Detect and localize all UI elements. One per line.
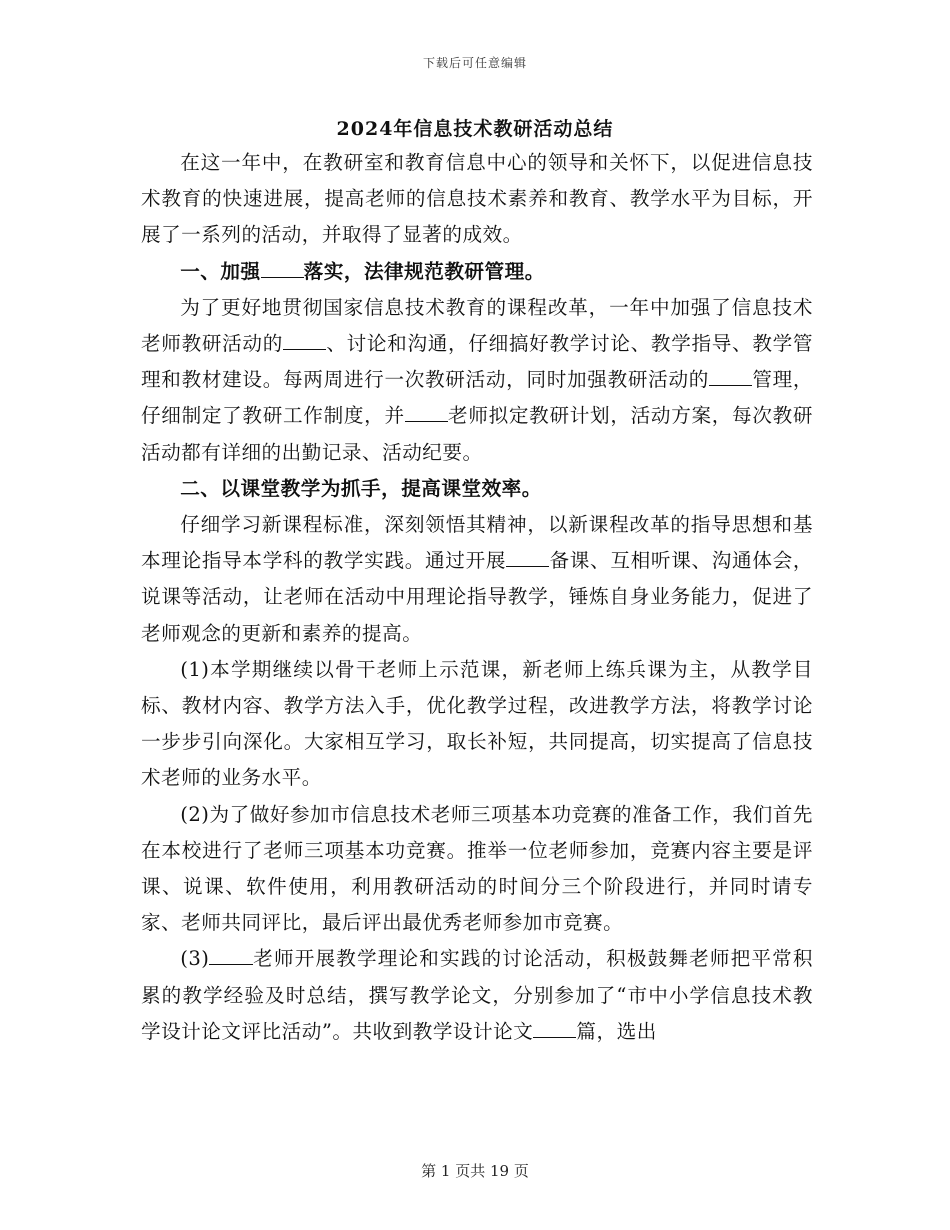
section-heading (141, 471, 813, 507)
body-paragraph (141, 941, 813, 1050)
body-paragraph (141, 507, 813, 652)
fill-in-blank (405, 404, 448, 423)
paragraph-text: 为了更好地贯彻国家信息技术教育的课程改革，一年中加强了信息技术老师教研活动的 (141, 295, 813, 356)
page-footer: 第 1 页共 19 页 (421, 1162, 529, 1180)
paragraph-text: 管理，仔细制定了教研工作制度，并 (141, 368, 814, 428)
paragraph-text: 、讨论和沟通，仔细搞好教学讨论、教学指导、教学管理和教材建设。每两周进行一次教研活动，同时加强教研活动的 (141, 332, 814, 392)
paragraph-text: 一、加强 (180, 259, 261, 283)
body-paragraph (141, 290, 813, 471)
fill-in-blank (283, 331, 326, 350)
paragraph-text: (1)本学期继续以骨干老师上示范课，新老师上练兵课为主，从教学目标、教材内容、教学方法入手，优化教学过程，改进教学方法，将教学讨论一步步引向深化。大家相互学习，取长补短，共同提高，切实提高了信息技术老师的业务水平。 (141, 657, 813, 790)
document-title: 2024年信息技术教研活动总结 (336, 118, 614, 140)
body-paragraph (141, 797, 813, 942)
paragraph-text: (2)为了做好参加市信息技术老师三项基本功竞赛的准备工作，我们首先在本校进行了老师三项基本功竞赛。推举一位老师参加，竞赛内容主要是评课、说课、软件使用，利用教研活动的时间分三个阶段进行，并同时请专家、老师共同评比，最后评出最优秀老师参加市竞赛。 (141, 802, 813, 935)
paragraph-text: 老师开展教学理论和实践的讨论活动，积极鼓舞老师把平常积累的教学经验及时总结，撰写教学论文，分别参加了“市中小学信息技术教学设计论文评比活动”。共收到教学设计论文 (141, 947, 813, 1043)
paragraph-text: 仔细学习新课程标准，深刻领悟其精神，以新课程改革的指导思想和基本理论指导本学科的教学实践。通过开展 (141, 513, 813, 573)
body-paragraph (141, 145, 813, 254)
paragraph-text: 落实，法律规范教研管理。 (303, 259, 545, 283)
section-heading (141, 254, 813, 290)
paragraph-text: 二、以课堂教学为抓手，提高课堂效率。 (180, 476, 542, 500)
paragraph-text: 在这一年中，在教研室和教育信息中心的领导和关怀下，以促进信息技术教育的快速进展，提高老师的信息技术素养和教育、教学水平为目标，开展了一系列的活动，并取得了显著的成效。 (141, 151, 813, 247)
fill-in-blank (533, 1019, 576, 1038)
paragraph-text: (3) (180, 947, 210, 971)
fill-in-blank (709, 368, 752, 387)
body-paragraph (141, 652, 813, 797)
paragraph-text: 篇，选出 (576, 1019, 657, 1043)
paragraph-text: 老师拟定教研计划，活动方案，每次教研活动都有详细的出勤记录、活动纪要。 (141, 404, 814, 464)
fill-in-blank (261, 259, 304, 278)
fill-in-blank (209, 947, 252, 966)
header-note: 下载后可任意编辑 (422, 56, 527, 70)
document-body (141, 145, 813, 1050)
paragraph-text: 备课、互相听课、沟通体会，说课等活动，让老师在活动中用理论指导教学，锤炼自身业务能力，促进了老师观念的更新和素养的提高。 (141, 549, 814, 645)
fill-in-blank (506, 549, 549, 568)
